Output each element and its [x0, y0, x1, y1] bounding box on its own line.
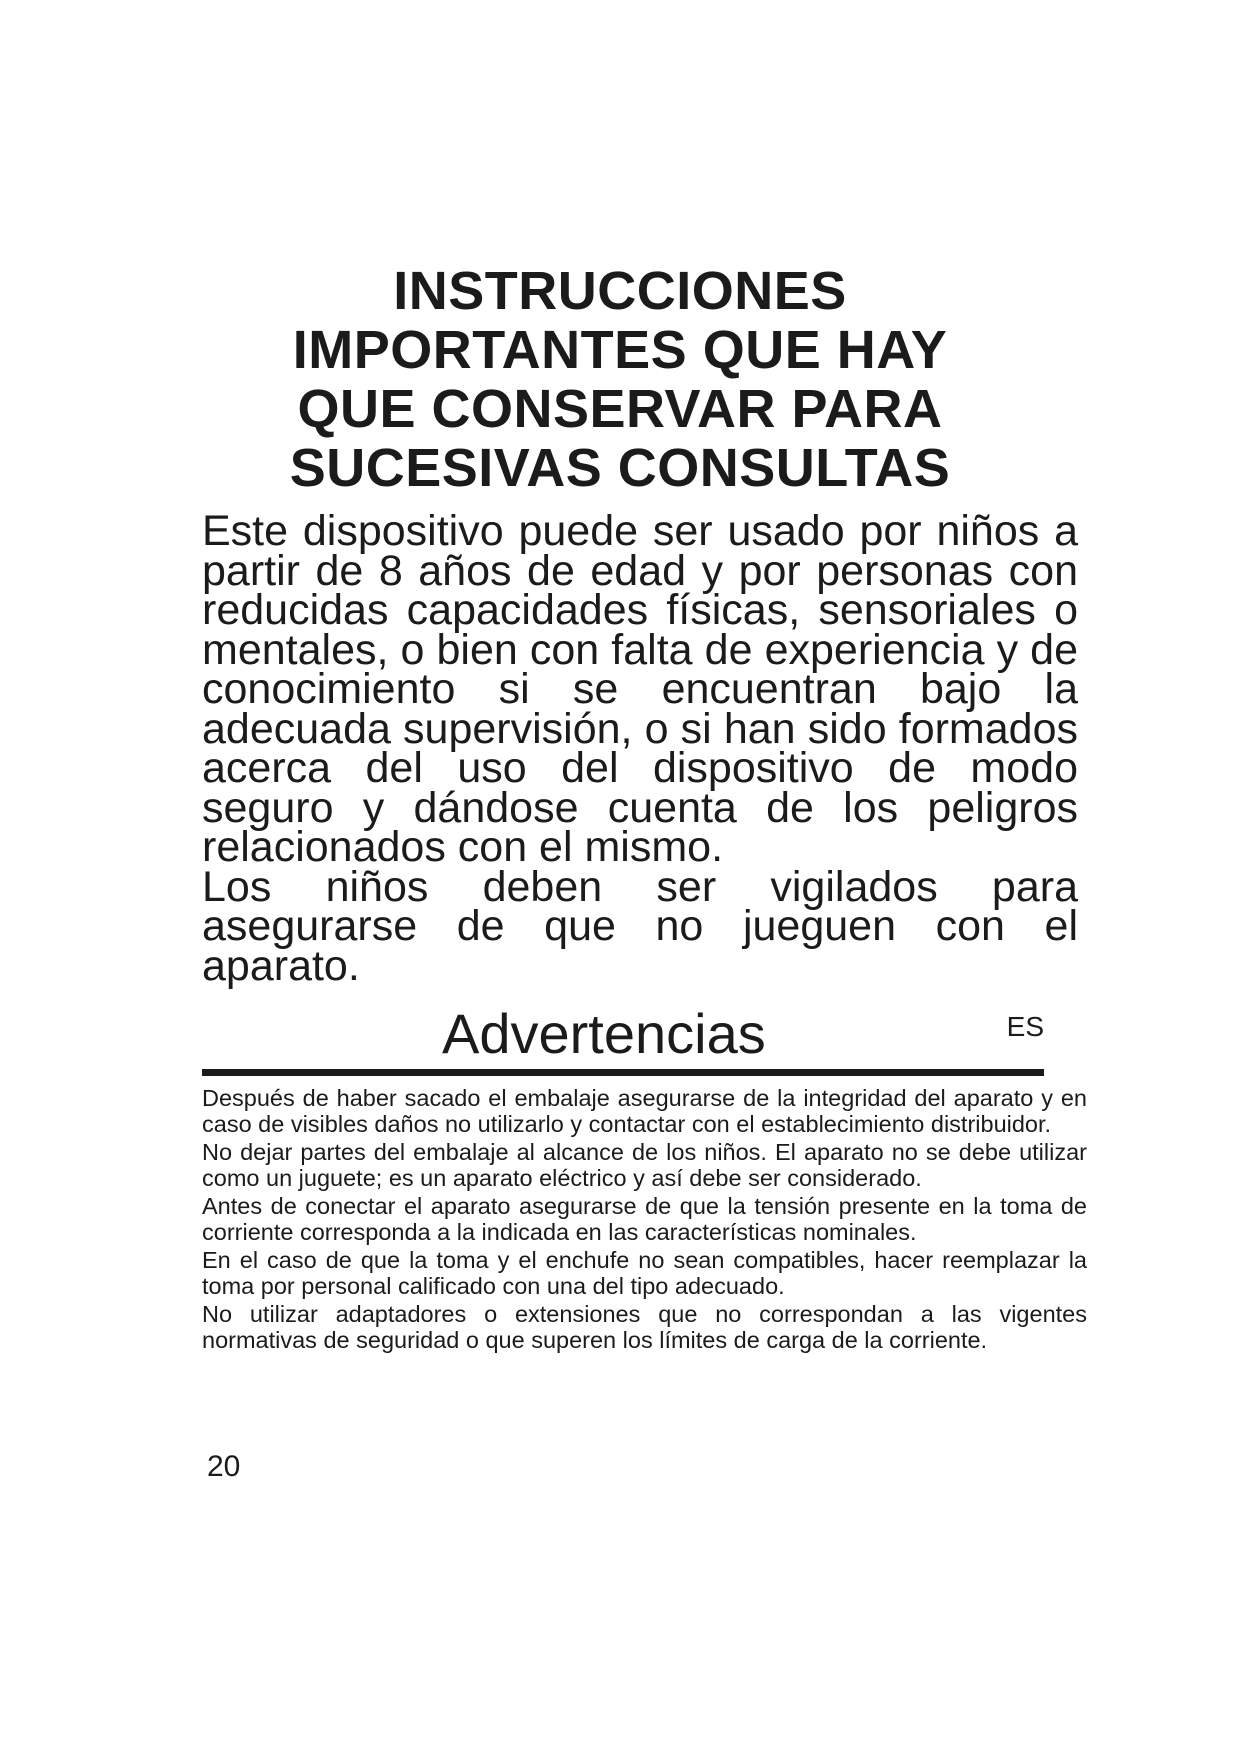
intro-paragraph: Los niños deben ser vigilados para asegurarse de que no jueguen con el aparato.	[202, 862, 1078, 990]
section-title: Advertencias	[442, 1002, 766, 1065]
language-code: ES	[1006, 1011, 1044, 1042]
title-line: INSTRUCCIONES	[393, 261, 847, 321]
page-number: 20	[207, 1450, 241, 1483]
section-header	[202, 1000, 1044, 1076]
title-line: IMPORTANTES QUE HAY	[292, 320, 948, 380]
page-title	[200, 262, 1040, 498]
warning-paragraph: No utilizar adaptadores o extensiones que no correspondan a las vigentes normativas de seguridad o que superen los límites de carga de la corriente.	[202, 1301, 1087, 1353]
intro-paragraph: Este dispositivo puede ser usado por niños a partir de 8 años de edad y por personas con reducidas capacidades físicas, sensoriales o mentales, o bien con falta de experiencia y de conocimiento si se encuentran bajo la adecuada supervisión, o si han sido formados acerca del uso del dispositivo de modo seguro y dándose cuenta de los peligros relacionados con el mismo.	[202, 507, 1078, 871]
title-line: QUE CONSERVAR PARA	[297, 379, 943, 439]
warning-paragraph: Antes de conectar el aparato asegurarse de que la tensión presente en la toma de corriente corresponda a la indicada en las características nominales.	[202, 1193, 1087, 1245]
title-line: SUCESIVAS CONSULTAS	[289, 438, 951, 498]
warnings-list	[202, 1086, 1087, 1356]
warning-paragraph: Después de haber sacado el embalaje asegurarse de la integridad del aparato y en caso de visibles daños no utilizarlo y contactar con el establecimiento distribuidor.	[202, 1085, 1087, 1137]
warning-paragraph: No dejar partes del embalaje al alcance de los niños. El aparato no se debe utilizar como un juguete; es un aparato eléctrico y así debe ser considerado.	[202, 1139, 1087, 1191]
intro-text	[202, 507, 1078, 990]
section-divider	[202, 1069, 1044, 1076]
warning-paragraph: En el caso de que la toma y el enchufe no sean compatibles, hacer reemplazar la toma por personal calificado con una del tipo adecuado.	[202, 1247, 1087, 1299]
